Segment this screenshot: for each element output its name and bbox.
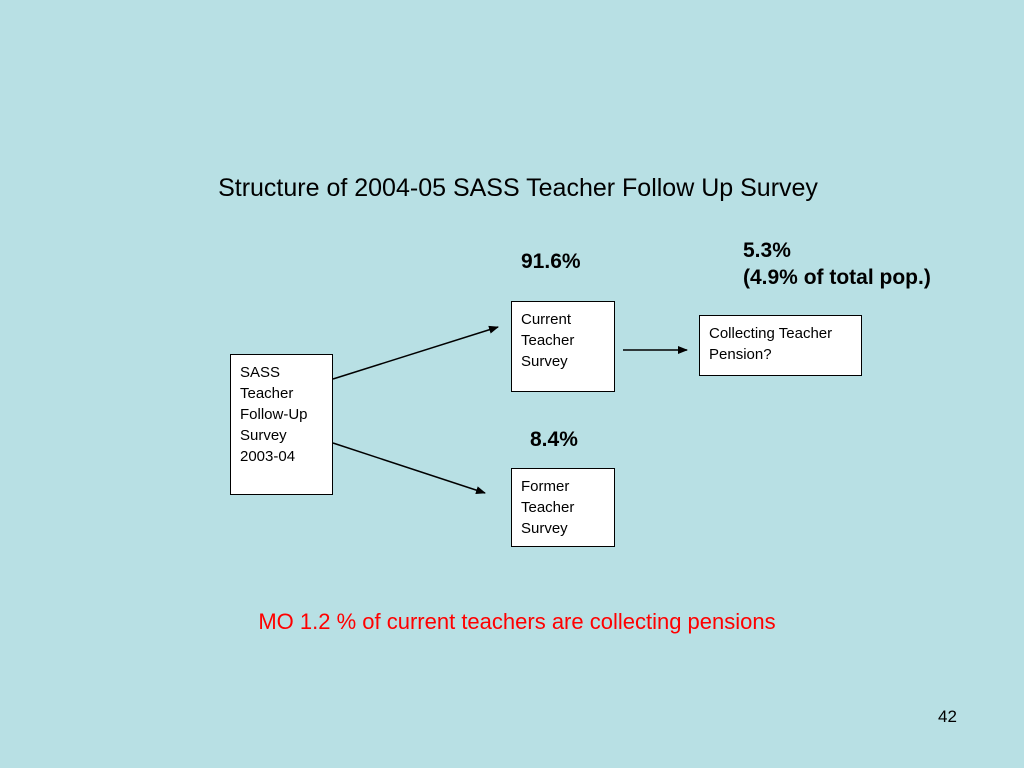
arrow-sass-to-former xyxy=(333,443,485,493)
node-text-line: Survey xyxy=(240,427,287,444)
node-collecting-teacher-pension xyxy=(699,315,862,376)
percentage-pension-line: 5.3% xyxy=(743,239,791,262)
node-text-line: Follow-Up xyxy=(240,406,308,423)
node-text-line: Collecting Teacher xyxy=(709,325,833,342)
node-text-line: Teacher xyxy=(521,499,575,516)
page-number: 42 xyxy=(938,707,957,726)
node-text-line: Former xyxy=(521,478,570,495)
node-current-teacher-survey xyxy=(511,301,615,392)
percentage-pension-line: (4.9% of total pop.) xyxy=(743,266,931,289)
node-text-line: Pension? xyxy=(709,346,772,363)
slide-title: Structure of 2004-05 SASS Teacher Follow Up Survey xyxy=(218,174,818,202)
percentage-current-teachers: 91.6% xyxy=(521,250,581,273)
node-text-line: Survey xyxy=(521,353,568,370)
node-text-line: Teacher xyxy=(240,385,294,402)
node-sass-follow-up-survey xyxy=(230,354,333,495)
node-former-teacher-survey xyxy=(511,468,615,547)
node-text-line: Survey xyxy=(521,520,568,537)
footnote-mo-pensions: MO 1.2 % of current teachers are collecting pensions xyxy=(258,609,776,634)
percentage-collecting-pension xyxy=(743,237,931,291)
node-text-line: Teacher xyxy=(521,332,575,349)
percentage-former-teachers: 8.4% xyxy=(530,428,578,451)
node-text-line: SASS xyxy=(240,364,281,381)
arrow-sass-to-current xyxy=(333,327,498,379)
node-text-line: Current xyxy=(521,311,572,328)
node-text-line: 2003-04 xyxy=(240,448,296,465)
